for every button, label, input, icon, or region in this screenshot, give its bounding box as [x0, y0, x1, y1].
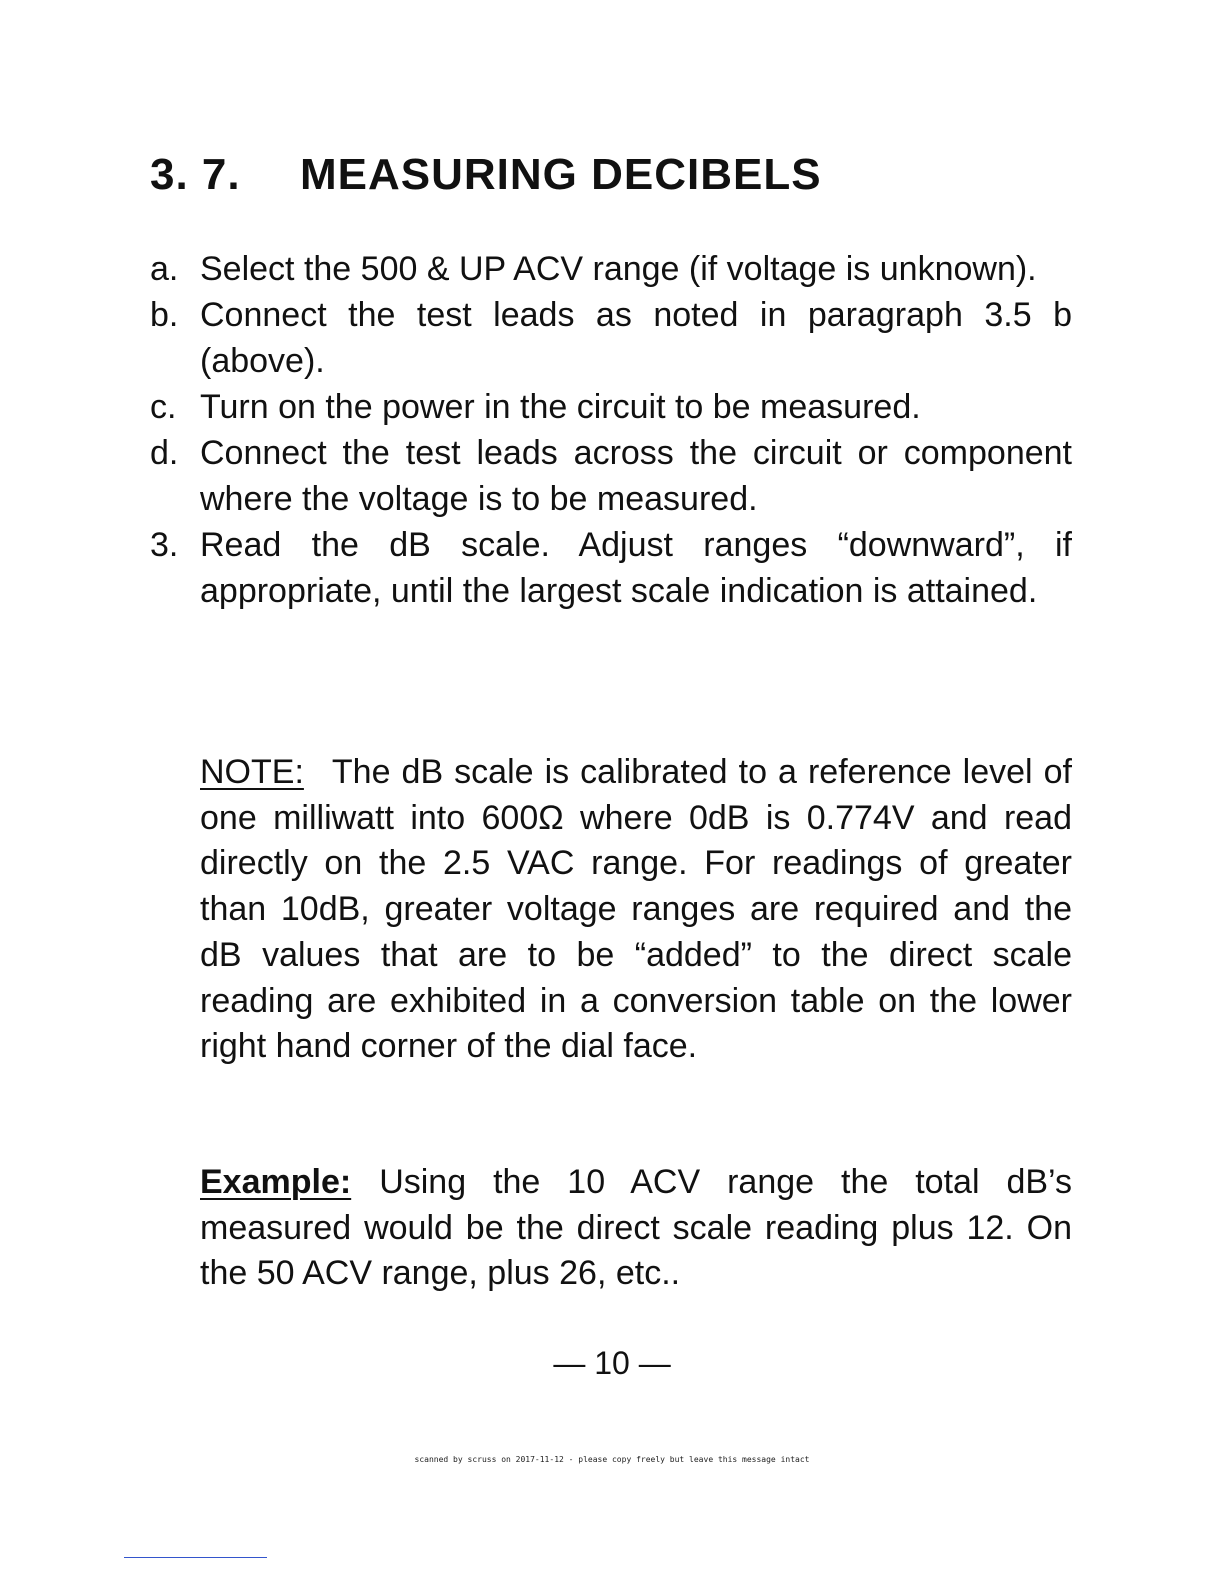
page-number: — 10 —: [553, 1345, 671, 1381]
example-label: Example:: [200, 1163, 352, 1201]
step-text: Select the 500 & UP ACV range (if voltage is unknown).: [200, 250, 1037, 288]
step-item: [150, 430, 1072, 522]
step-marker: c.: [150, 388, 177, 426]
section-number: 3. 7.: [150, 150, 241, 199]
step-item: [150, 522, 1072, 614]
note-label: NOTE:: [200, 753, 304, 791]
note-paragraph: [200, 750, 1072, 1070]
step-item: [150, 292, 1072, 384]
step-marker: d.: [150, 434, 179, 472]
step-marker: a.: [150, 250, 179, 288]
example-text: Using the 10 ACV range the total dB’s measured would be the direct scale reading plus 12. On the 50 ACV range, plus 26, etc..: [200, 1163, 1072, 1293]
step-text: Connect the test leads as noted in paragraph 3.5 b (above).: [200, 296, 1072, 380]
note-text: The dB scale is calibrated to a reference level of one milliwatt into 600Ω where 0dB is 0.774V and read directly on the 2.5 VAC range. For readings of greater than 10dB, greater voltage ranges are required and the dB values that are to be “added” to the direct scale reading are exhibited in a conversion table on the lower right hand corner of the dial face.: [200, 753, 1072, 1066]
step-text: Read the dB scale. Adjust ranges “downward”, if appropriate, until the largest scale indication is attained.: [200, 526, 1072, 610]
section-heading: [150, 150, 822, 200]
step-item: [150, 246, 1072, 292]
scan-edge-line: [124, 1557, 267, 1558]
step-text: Connect the test leads across the circuit or component where the voltage is to be measured.: [200, 434, 1072, 518]
scan-note: scanned by scruss on 2017-11-12 - please copy freely but leave this message intact: [414, 1455, 810, 1464]
step-marker: b.: [150, 296, 179, 334]
step-item: [150, 384, 1072, 430]
example-paragraph: [200, 1160, 1072, 1297]
section-title: MEASURING DECIBELS: [300, 150, 822, 199]
step-text: Turn on the power in the circuit to be measured.: [200, 388, 921, 426]
step-marker: 3.: [150, 526, 179, 564]
procedure-steps: [150, 246, 1072, 614]
